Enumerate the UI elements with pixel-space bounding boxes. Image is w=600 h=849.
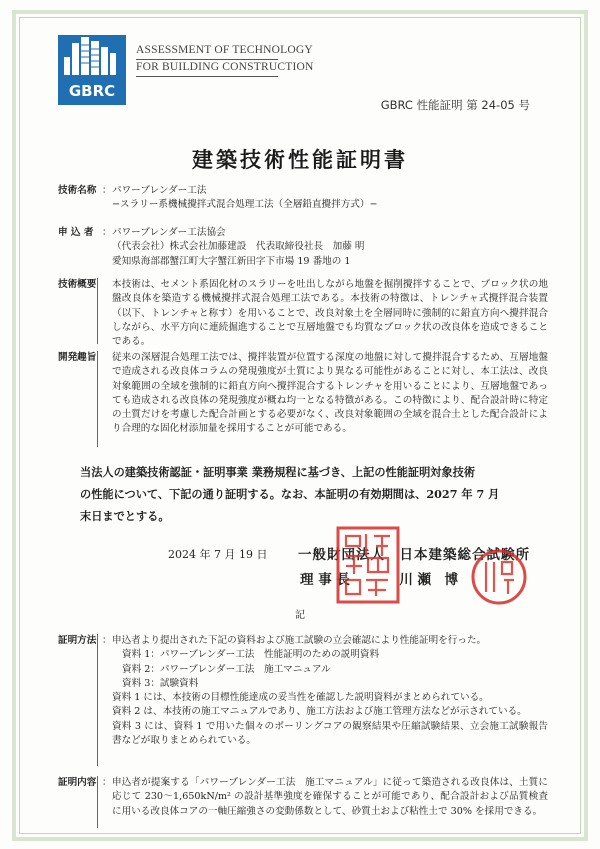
method-intro: 申込者より提出された下記の資料および施工試験の立会確認により性能証明を行った。 xyxy=(112,635,487,646)
svg-text:GBRC: GBRC xyxy=(68,82,116,100)
material-item: 資料 2：パワーブレンダー工法 施工マニュアル xyxy=(122,663,331,675)
ki-heading: 記 xyxy=(295,610,305,621)
section-label: 技術概要 xyxy=(58,279,97,290)
material-note: 資料 1 には、本技術の目標性能達成の妥当性を確認した説明資料がまとめられている。 xyxy=(112,692,489,704)
section-divider xyxy=(97,351,98,447)
section-label: 技術名称 xyxy=(58,185,97,196)
org-rule xyxy=(136,76,278,77)
material-item: 資料 1：パワーブレンダー工法 性能証明のための説明資料 xyxy=(122,649,380,661)
content-text: 申込者が提案する「パワーブレンダー工法 施工マニュアル」に従って築造される改良体は、土質に応じて 230〜1,650kN/m² の設計基準強度を確保することが可能であり、配合設計および品質検査に用いる改良体コアの一軸圧縮強さの変動係数として、砂質土および粘性土で 30% を採用できる。 xyxy=(112,777,548,817)
applicant-representative: （代表会社）株式会社加藤建設 代表取締役社長 加藤 明 xyxy=(112,241,365,253)
applicant-name: パワーブレンダー工法協会 xyxy=(112,227,226,238)
overview-text: 本技術は、セメント系固化材のスラリーを吐出しながら地盤を掘削攪拌することで、ブロック状の地盤改良体を築造する機械攪拌式混合処理工法である。本技術の特徴は、トレンチャ式攪拌混合装置（以下、トレンチャと称す）を用いることで、改良対象土を全層同時に強制的に鉛直方向へ攪拌混合しながら、水平方向に連続掘進することで互層地盤でも均質なブロック状の改良体を造成できることである。 xyxy=(112,279,548,348)
section-label: 証明方法 xyxy=(58,635,97,646)
applicant-address: 愛知県海部郡蟹江町大字蟹江新田字下市場 19 番地の 1 xyxy=(112,255,351,267)
organization-seal-icon xyxy=(336,526,400,604)
gbrc-logo-icon xyxy=(58,35,126,105)
section-label: 申 込 者 xyxy=(58,227,94,238)
representative-title: 理 事 長 xyxy=(300,572,350,588)
section-label: 証明内容 xyxy=(58,777,97,788)
org-rule xyxy=(136,59,278,60)
section-divider xyxy=(97,634,98,766)
representative-seal-icon xyxy=(470,548,528,606)
issue-date: 2024 年 7 月 19 日 xyxy=(168,548,268,561)
representative-name: 川 瀬 博 xyxy=(399,572,459,588)
material-item: 資料 3：試験資料 xyxy=(122,677,199,689)
section-label: 開発趣旨 xyxy=(58,352,97,363)
org-name-line2: FOR BUILDING CONSTRUCTION xyxy=(136,61,314,73)
technology-name: パワーブレンダー工法 xyxy=(112,185,207,196)
certification-statement: 当法人の建築技術認証・証明事業 業務規程に基づき、上記の性能証明対象技術 の性能について、下記の通り証明する。なお、本証明の有効期間は、2027 年 7 月 末日までとする。 xyxy=(80,465,500,523)
org-name-line1: ASSESSMENT OF TECHNOLOGY xyxy=(136,44,313,56)
material-note: 資料 3 には、資料 1 で用いた個々のボーリングコアの観察結果や圧縮試験結果、立会施工試験報告書などが取りまとめられている。 xyxy=(112,720,548,747)
technology-subtitle: −スラリー系機械攪拌式混合処理工法（全層鉛直攪拌方式）− xyxy=(112,199,378,211)
certificate-page: GBRC ASSESSMENT OF TECHNOLOGY FOR BUILDING CONSTRUCTION GBRC 性能証明 第 24-05 号 建築技術性能証明書 技術名称 ： パワーブレンダー工法 −スラリー系機械攪拌式混合処理工法（全層鉛直攪拌方式）− 申 込 者 ： パワーブレンダー工法協会 （代表会社）株式会社加藤建設 代表取締役社長 加藤 明 愛知県海部郡蟹江町大字蟹江新田字下市場 19 番地の 1 技術概要 本技術は、セメント系固化材のスラリーを吐出しながら地盤を掘削攪拌することで、ブロック状の地盤改良体を築造する機械攪拌式混合処理工法である。本技術の特徴は、トレンチャ式攪拌混合装置（以下、トレンチャと称す）を用いることで、改良対象土を全層同時に強制的に鉛直方向へ攪拌混合しながら、水平方向に連続掘進することで互層地盤でも均質なブロック状の改良体を造成できることである。 開発趣旨 従来の深層混合処理工法では、攪拌装置が位置する深度の地盤に対して攪拌混合するため、互層地盤で造成される改良体コラムの発現強度が土質により異なる可能性があることに対し、本工法は、改良対象範囲の全域を強制的に鉛直方向へ攪拌混合するトレンチャを用いることにより、互層地盤であっても造成される改良体の発現強度が概ね均一となる特徴がある。この特徴により、配合設計時に特定の土質だけを考慮した配合計画とする必要がなく、改良対象範囲の全域を混合土とした配合設計により合理的な固化材添加量を採用することが可能である。 当法人の建築技術認証・証明事業 業務規程に基づき、上記の性能証明対象技術 の性能について、下記の通り証明する。なお、本証明の有効期間は、2027 年 7 月 末日までとする。 2024 年 7 月 19 日 一般財団法人 日本建築総合試験所 理 事 長 川 瀬 博 記 証明方法 ： 申込者より提出された下記の資料および施工試験の立会確認により性能証明を行った。 資料 1：パワーブレンダー工法 性能証明のための説明資料 資料 2：パワーブレンダー工法 施工マニュアル 資料 3：試験資料 資料 1 には、本技術の目標性能達成の妥当性を確認した説明資料がまとめられている。 資料 2 は、本技術の施工マニュアルであり、施工方法および施工管理方法などが示されている。 資料 3 には、資料 1 で用いた個々のボーリングコアの観察結果や圧縮試験結果、立会施工試験報告書などが取りまとめられている。 証明内容 ： 申込者が提案する「パワーブレンダー工法 施工マニュアル」に従って築造される改良体は、土質に応じて 230〜1,650kN/m² の設計基準強度を確保することが可能であり、配合設計および品質検査に用いる改良体コアの一軸圧縮強さの変動係数として、砂質土および粘性土で 30% を採用できる。 xyxy=(0,0,600,849)
certificate-number: GBRC 性能証明 第 24-05 号 xyxy=(380,98,530,112)
material-note: 資料 2 は、本技術の施工マニュアルであり、施工方法および施工管理方法などが示されている。 xyxy=(112,706,527,718)
issuing-organization: 一般財団法人 日本建築総合試験所 xyxy=(298,547,530,563)
document-title: 建築技術性能証明書 xyxy=(192,147,408,172)
background-text: 従来の深層混合処理工法では、攪拌装置が位置する深度の地盤に対して攪拌混合するため、互層地盤で造成される改良体コラムの発現強度が土質により異なる可能性があることに対し、本工法は、改良対象範囲の全域を強制的に鉛直方向へ攪拌混合するトレンチャを用いることにより、互層地盤であっても造成される改良体の発現強度が概ね均一となる特徴がある。この特徴により、配合設計時に特定の土質だけを考慮した配合計画とする必要がなく、改良対象範囲の全域を混合土とした配合設計により合理的な固化材添加量を採用することが可能である。 xyxy=(112,352,548,435)
